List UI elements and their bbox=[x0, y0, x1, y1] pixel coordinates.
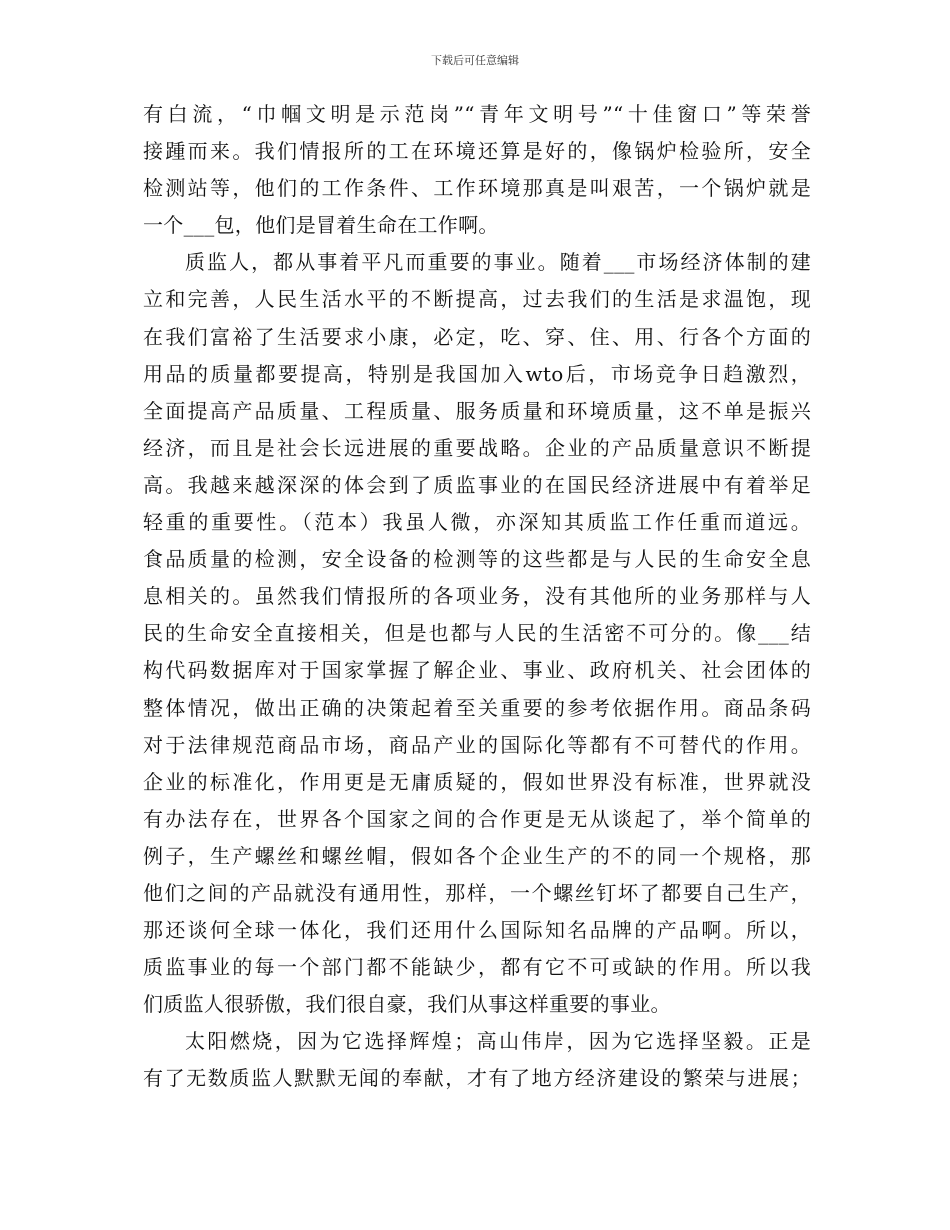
text-line: 食品质量的检测，安全设备的检测等的这些都是与人民的生命安全息 bbox=[143, 547, 811, 572]
text-line: 企业的标准化，作用更是无庸质疑的，假如世界没有标准，世界就没 bbox=[143, 769, 811, 794]
text-line: 那还谈何全球一体化，我们还用什么国际知名品牌的产品啊。所以， bbox=[143, 918, 811, 943]
text-line: 高。我越来越深深的体会到了质监事业的在国民经济进展中有着举足 bbox=[143, 472, 811, 497]
text-line: 质监事业的每一个部门都不能缺少，都有它不可或缺的作用。所以我 bbox=[143, 955, 811, 980]
text-line: 一个___包，他们是冒着生命在工作啊。 bbox=[143, 213, 499, 238]
text-line: 们质监人很骄傲，我们很自豪，我们从事这样重要的事业。 bbox=[143, 992, 671, 1017]
text-line: 在我们富裕了生活要求小康，必定，吃、穿、住、用、行各个方面的 bbox=[143, 324, 811, 349]
text-line: 对于法律规范商品市场，商品产业的国际化等都有不可替代的作用。 bbox=[143, 732, 811, 757]
text-line: 用品的质量都要提高，特别是我国加入wto后，市场竞争日趋激烈， bbox=[143, 361, 811, 386]
page-header: 下载后可任意编辑 bbox=[431, 54, 519, 67]
text-line: 接踵而来。我们情报所的工在环境还算是好的，像锅炉检验所，安全 bbox=[143, 139, 811, 164]
text-line: 检测站等，他们的工作条件、工作环境那真是叫艰苦，一个锅炉就是 bbox=[143, 176, 811, 201]
text-line: 有办法存在，世界各个国家之间的合作更是无从谈起了，举个简单的 bbox=[143, 806, 811, 831]
text-line: 有白流，“巾帼文明是示范岗”“青年文明号”“十佳窗口”等荣誉 bbox=[143, 102, 811, 126]
text-line: 整体情况，做出正确的决策起着至关重要的参考依据作用。商品条码 bbox=[143, 695, 811, 720]
text-line: 立和完善，人民生活水平的不断提高，过去我们的生活是求温饱，现 bbox=[143, 287, 811, 312]
paragraph-first-line: 质监人，都从事着平凡而重要的事业。随着___市场经济体制的建 bbox=[185, 250, 811, 275]
paragraph-first-line: 太阳燃烧，因为它选择辉煌；高山伟岸，因为它选择坚毅。正是 bbox=[185, 1029, 811, 1054]
text-line: 息相关的。虽然我们情报所的各项业务，没有其他所的业务那样与人 bbox=[143, 584, 811, 609]
text-line: 轻重的重要性。（范本）我虽人微，亦深知其质监工作任重而道远。 bbox=[143, 510, 811, 535]
text-line: 全面提高产品质量、工程质量、服务质量和环境质量，这不单是振兴 bbox=[143, 398, 811, 423]
text-line: 他们之间的产品就没有通用性，那样，一个螺丝钉坏了都要自己生产， bbox=[143, 880, 811, 905]
text-line: 民的生命安全直接相关，但是也都与人民的生活密不可分的。像___结 bbox=[143, 621, 811, 646]
text-line: 构代码数据库对于国家掌握了解企业、事业、政府机关、社会团体的 bbox=[143, 658, 811, 683]
text-line: 有了无数质监人默默无闻的奉献，才有了地方经济建设的繁荣与进展； bbox=[143, 1066, 811, 1091]
body-text bbox=[143, 96, 811, 1098]
text-line: 经济，而且是社会长远进展的重要战略。企业的产品质量意识不断提 bbox=[143, 435, 811, 460]
text-line: 例子，生产螺丝和螺丝帽，假如各个企业生产的不的同一个规格，那 bbox=[143, 843, 811, 868]
